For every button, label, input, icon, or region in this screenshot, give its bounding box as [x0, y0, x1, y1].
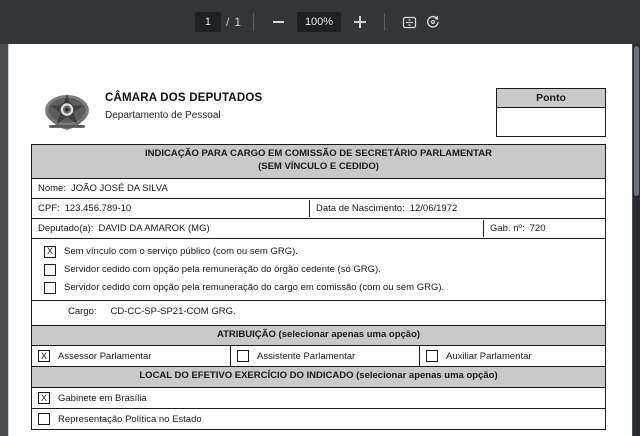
row-cpf-nascimento	[32, 199, 605, 219]
ponto-header: Ponto	[497, 89, 605, 108]
atribuicao-banner: ATRIBUIÇÃO (selecionar apenas uma opção)	[32, 326, 605, 347]
nome-label: Nome:	[38, 182, 66, 194]
atribuicao-option-assessor[interactable]	[32, 346, 230, 366]
nome-value[interactable]: JOÃO JOSÉ DA SILVA	[70, 182, 168, 194]
nome-cell	[32, 180, 605, 197]
organization-name: CÂMARA DOS DEPUTADOS	[105, 92, 263, 104]
checkbox-icon[interactable]	[426, 350, 438, 362]
checkbox-icon[interactable]	[44, 282, 56, 294]
checkbox-icon[interactable]: X	[38, 392, 50, 404]
zoom-out-button[interactable]	[266, 10, 290, 34]
atribuicao-option-auxiliar-label: Auxiliar Parlamentar	[446, 350, 532, 362]
checkbox-icon[interactable]: X	[38, 350, 50, 362]
pdf-viewer-toolbar	[0, 0, 640, 44]
form-document	[31, 86, 606, 430]
row-nome	[32, 179, 605, 199]
local-option-representacao-label: Representação Política no Estado	[58, 413, 202, 425]
fit-to-page-button[interactable]	[397, 10, 421, 34]
cpf-label: CPF:	[38, 202, 60, 214]
form-title-line1: INDICAÇÃO PARA CARGO EM COMISSÃO DE SECRETÁRIO PARLAMENTAR	[145, 148, 492, 159]
nascimento-cell	[309, 200, 605, 217]
page-count-label: 1	[234, 15, 242, 29]
page-number-input[interactable]: 1	[195, 12, 221, 32]
vinculo-options-block	[32, 239, 605, 301]
page-separator: /	[225, 15, 230, 29]
page-navigation-group	[195, 12, 241, 32]
gabinete-value[interactable]: 720	[529, 222, 546, 234]
local-option-gabinete[interactable]	[32, 388, 605, 409]
scrollbar-thumb[interactable]	[634, 46, 639, 196]
minus-icon	[273, 21, 284, 23]
form-title-banner	[32, 145, 605, 179]
cpf-cell	[32, 200, 309, 217]
header-text-block	[105, 86, 262, 121]
cpf-value[interactable]: 123.456.789-10	[64, 202, 132, 214]
checkbox-icon[interactable]	[44, 264, 56, 276]
gabinete-label: Gab. nº:	[490, 222, 525, 234]
vertical-scrollbar[interactable]	[633, 44, 640, 436]
atribuicao-options-row	[32, 346, 605, 367]
local-option-gabinete-label: Gabinete em Brasília	[58, 392, 147, 404]
atribuicao-option-auxiliar[interactable]	[419, 346, 605, 366]
zoom-in-button[interactable]	[348, 10, 372, 34]
atribuicao-option-assessor-label: Assessor Parlamentar	[58, 350, 152, 362]
coat-of-arms-icon	[41, 86, 93, 138]
deputado-cell	[32, 220, 483, 237]
cargo-row	[32, 301, 605, 326]
document-header	[31, 86, 606, 144]
cargo-label: Cargo:	[68, 305, 97, 317]
vinculo-option-3-label: Servidor cedido com opção pela remuneração do cargo em comissão (com ou sem GRG).	[64, 282, 445, 294]
rotate-icon	[424, 13, 442, 31]
vinculo-option-3[interactable]	[32, 279, 605, 297]
local-option-representacao[interactable]	[32, 409, 605, 429]
pdf-page	[8, 44, 632, 436]
local-banner: LOCAL DO EFETIVO EXERCÍCIO DO INDICADO (selecionar apenas uma opção)	[32, 367, 605, 388]
deputado-label: Deputado(a):	[38, 222, 94, 234]
checkbox-icon[interactable]	[38, 413, 50, 425]
department-name: Departamento de Pessoal	[105, 110, 221, 121]
nascimento-value[interactable]: 12/06/1972	[409, 202, 458, 214]
toolbar-divider-2	[384, 13, 385, 31]
deputado-value[interactable]: DAVID DA AMAROK (MG)	[98, 222, 210, 234]
fit-page-icon	[401, 14, 418, 31]
vinculo-option-1[interactable]	[32, 243, 605, 261]
cargo-value[interactable]: CD-CC-SP-SP21-COM GRG.	[110, 305, 236, 317]
zoom-level-field[interactable]: 100%	[297, 12, 341, 32]
form-title-line2: (SEM VÍNCULO E CEDIDO)	[258, 160, 379, 172]
ponto-value-field[interactable]	[497, 108, 605, 136]
checkbox-icon[interactable]: X	[44, 246, 56, 258]
toolbar-divider-1	[253, 13, 254, 31]
vinculo-option-2[interactable]	[32, 261, 605, 279]
row-deputado-gabinete	[32, 219, 605, 239]
form-table	[31, 144, 606, 430]
atribuicao-option-assistente-label: Assistente Parlamentar	[257, 350, 356, 362]
vinculo-option-2-label: Servidor cedido com opção pela remuneração do órgão cedente (só GRG).	[64, 264, 381, 276]
rotate-button[interactable]	[421, 10, 445, 34]
plus-icon	[354, 16, 366, 28]
vinculo-option-1-label: Sem vínculo com o serviço público (com ou sem GRG).	[64, 246, 298, 258]
ponto-box	[496, 88, 606, 137]
nascimento-label: Data de Nascimento:	[316, 202, 405, 214]
gabinete-cell	[483, 220, 605, 237]
pdf-viewer-canvas	[0, 44, 640, 436]
checkbox-icon[interactable]	[237, 350, 249, 362]
atribuicao-option-assistente[interactable]	[230, 346, 419, 366]
